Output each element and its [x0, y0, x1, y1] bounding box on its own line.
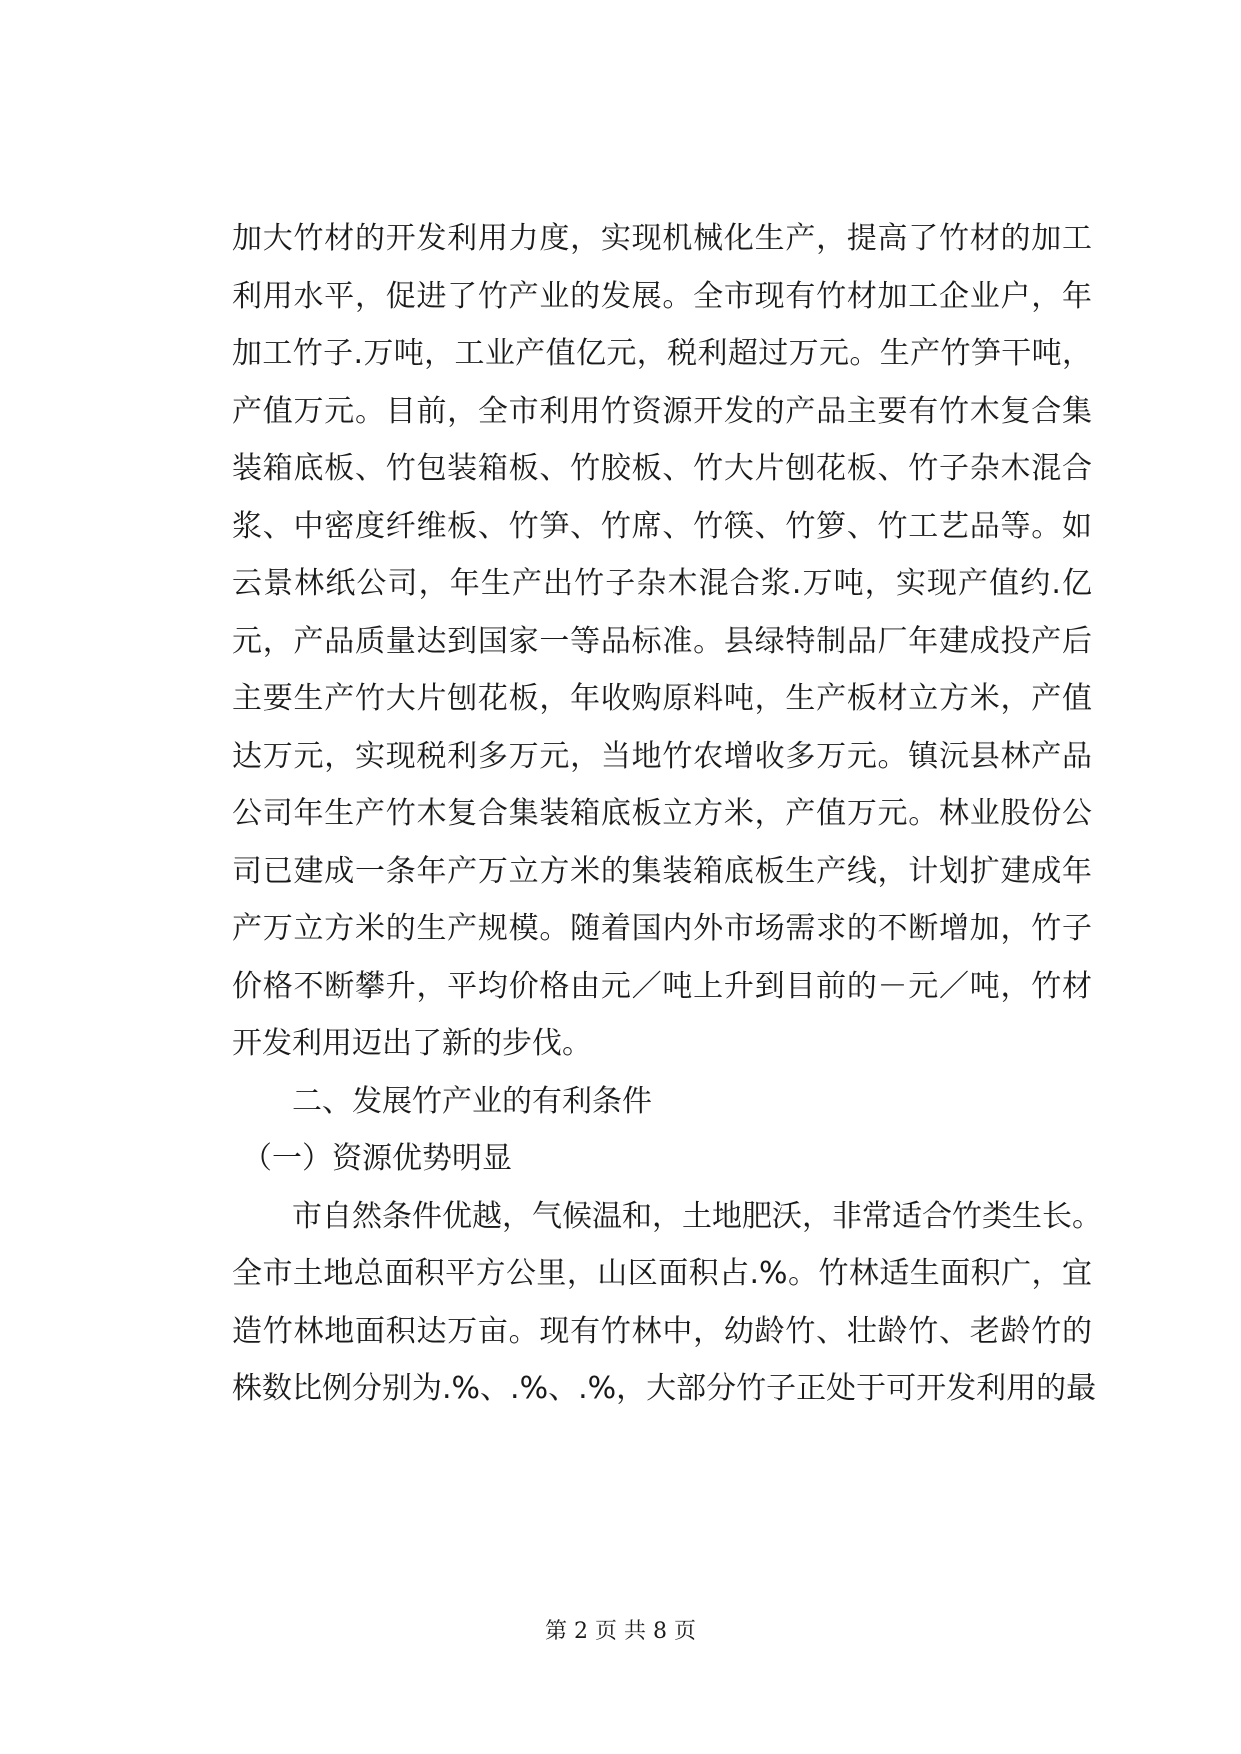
body-line: 价格不断攀升，平均价格由元／吨上升到目前的－元／吨，竹材 [232, 968, 1092, 1004]
paragraph-line: 全市土地总面积平方公里，山区面积占.%。竹林适生面积广，宜 [232, 1256, 1092, 1291]
page-number-label: 第 2 页 共 8 页 [545, 1619, 696, 1644]
body-line: 加工竹子.万吨，工业产值亿元，税利超过万元。生产竹笋干吨， [232, 336, 1092, 371]
document-body [232, 210, 1102, 1418]
paragraph-line: 株数比例分别为.%、.%、.%，大部分竹子正处于可开发利用的最 [232, 1371, 1097, 1406]
body-line: 云景林纸公司，年生产出竹子杂木混合浆.万吨，实现产值约.亿 [232, 566, 1092, 601]
body-line: 主要生产竹大片刨花板，年收购原料吨，生产板材立方米，产值 [232, 681, 1092, 716]
body-line: 加大竹材的开发利用力度，实现机械化生产，提高了竹材的加工 [232, 221, 1092, 256]
body-line: 司已建成一条年产万立方米的集装箱底板生产线，计划扩建成年 [232, 853, 1092, 889]
subsection-heading: （一）资源优势明显 [242, 1141, 512, 1176]
body-line: 元，产品质量达到国家一等品标准。县绿特制品厂年建成投产后 [232, 623, 1092, 659]
body-line: 产值万元。目前，全市利用竹资源开发的产品主要有竹木复合集 [232, 393, 1092, 429]
body-line: 利用水平，促进了竹产业的发展。全市现有竹材加工企业户，年 [232, 278, 1092, 314]
body-line: 浆、中密度纤维板、竹笋、竹席、竹筷、竹箩、竹工艺品等。如 [232, 508, 1092, 544]
body-line: 产万立方米的生产规模。随着国内外市场需求的不断增加，竹子 [232, 911, 1092, 946]
body-line: 公司年生产竹木复合集装箱底板立方米，产值万元。林业股份公 [232, 796, 1092, 831]
body-line: 开发利用迈出了新的步伐。 [232, 1026, 592, 1061]
paragraph-line: 造竹林地面积达万亩。现有竹林中，幼龄竹、壮龄竹、老龄竹的 [232, 1313, 1092, 1349]
body-line: 达万元，实现税利多万元，当地竹农增收多万元。镇沅县林产品 [232, 738, 1092, 774]
section-heading: 二、发展竹产业的有利条件 [292, 1083, 652, 1119]
page-footer [0, 1614, 1241, 1645]
body-line: 装箱底板、竹包装箱板、竹胶板、竹大片刨花板、竹子杂木混合 [232, 451, 1092, 486]
paragraph-line: 市自然条件优越，气候温和，土地肥沃，非常适合竹类生长。 [292, 1198, 1102, 1234]
